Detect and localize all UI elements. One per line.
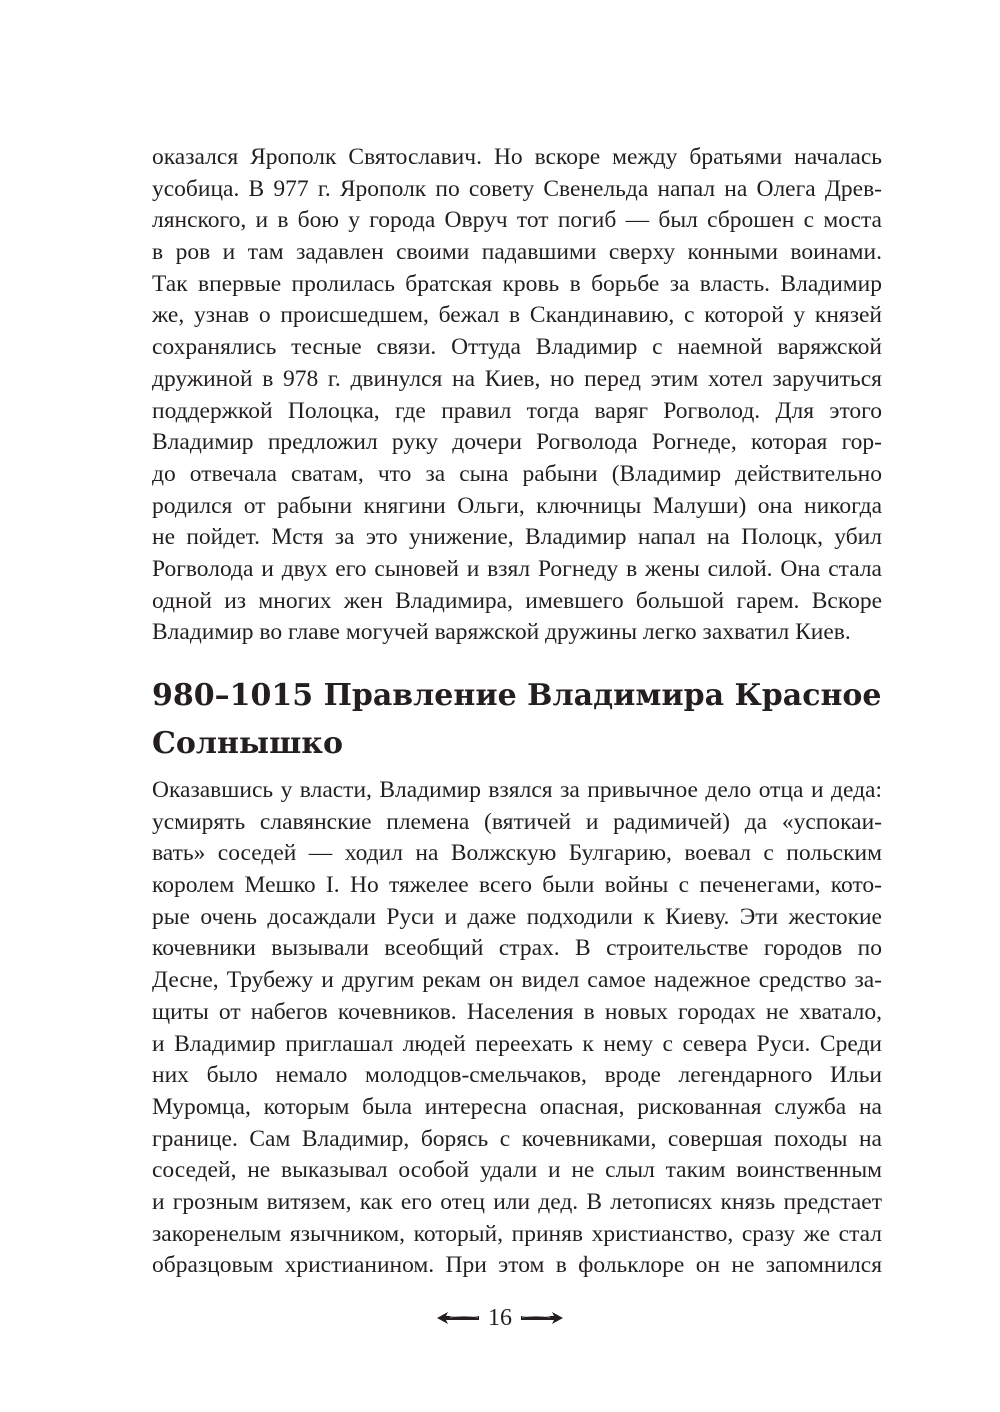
text-line: Муромца, которым была интересна опасная, рискованная служба на — [152, 1093, 882, 1120]
text-line: Владимир во главе могучей варяжской дружины легко захватил Киев. — [152, 619, 851, 646]
text-line: рые очень досаждали Руси и даже подходили к Киеву. Эти жестокие — [152, 903, 882, 930]
text-line: и грозным витязем, как его отец или дед. В летописях князь предстает — [152, 1188, 882, 1215]
paragraph-2 — [152, 775, 882, 1282]
text-line: одной из многих жен Владимира, имевшего большой гарем. Вскоре — [152, 587, 882, 614]
left-arrow-ornament-icon — [436, 1310, 480, 1326]
text-line: дружиной в 978 г. двинулся на Киев, но перед этим хотел заручиться — [152, 365, 882, 392]
text-line: щиты от набегов кочевников. Населения в новых городах не хватало, — [152, 998, 882, 1025]
text-line: усмирять славянские племена (вятичей и радимичей) да «успокаи- — [152, 808, 882, 835]
text-line: усобица. В 977 г. Ярополк по совету Свенельда напал на Олега Древ- — [152, 175, 882, 202]
section-heading — [152, 672, 882, 768]
text-line: Владимир предложил руку дочери Рогволода Рогнеде, которая гор- — [152, 429, 882, 456]
right-arrow-ornament-icon — [520, 1310, 564, 1326]
text-line: родился от рабыни княгини Ольги, ключницы Малуши) она никогда — [152, 492, 882, 519]
text-line: образцовым христианином. При этом в фольклоре он не запомнился — [152, 1252, 882, 1279]
text-line: Оказавшись у власти, Владимир взялся за привычное дело отца и деда: — [152, 777, 882, 803]
text-line: Рогволода и двух его сыновей и взял Рогнеду в жены силой. Она стала — [152, 555, 882, 582]
text-line: Так впервые пролилась братская кровь в борьбе за власть. Владимир — [152, 270, 882, 297]
text-line: до отвечала сватам, что за сына рабыни (Владимир действительно — [152, 460, 882, 487]
text-line: них было немало молодцов-смельчаков, вроде легендарного Ильи — [152, 1062, 882, 1089]
section-heading-line-1: 980–1015 Правление Владимира Красное — [152, 678, 882, 713]
text-line: королем Мешко I. Но тяжелее всего были войны с печенегами, кото- — [152, 872, 882, 899]
text-line: не пойдет. Мстя за это унижение, Владимир напал на Полоцк, убил — [152, 524, 882, 551]
text-line: Десне, Трубежу и другим рекам он видел самое надежное средство за- — [152, 967, 882, 994]
text-line: закоренелым язычником, который, приняв христианство, сразу же стал — [152, 1220, 882, 1247]
text-line: вать» соседей — ходил на Волжскую Булгарию, воевал с польским — [152, 840, 882, 867]
text-line: кочевники вызывали всеобщий страх. В строительстве городов по — [152, 935, 882, 962]
text-line: в ров и там задавлен своими падавшими сверху конными воинами. — [152, 239, 882, 266]
page-number: 16 — [488, 1305, 512, 1331]
text-line: поддержкой Полоцка, где правил тогда варяг Рогволод. Для этого — [152, 397, 882, 424]
page-footer — [0, 1300, 1000, 1336]
text-line: соседей, не выказывал особой удали и не слыл таким воинственным — [152, 1157, 882, 1184]
paragraph-1 — [152, 142, 882, 649]
text-line: и Владимир приглашал людей переехать к нему с севера Руси. Среди — [152, 1030, 882, 1057]
text-line: лянского, и в бою у города Овруч тот погиб — был сброшен с моста — [152, 207, 882, 234]
text-line: оказался Ярополк Святославич. Но вскоре между братьями началась — [152, 144, 882, 170]
text-line: же, узнав о происшедшем, бежал в Скандинавию, с которой у князей — [152, 302, 882, 329]
text-line: сохранялись тесные связи. Оттуда Владимир с наемной варяжской — [152, 334, 882, 361]
section-heading-line-2: Солнышко — [152, 726, 343, 761]
text-line: границе. Сам Владимир, борясь с кочевниками, совершая походы на — [152, 1125, 882, 1152]
